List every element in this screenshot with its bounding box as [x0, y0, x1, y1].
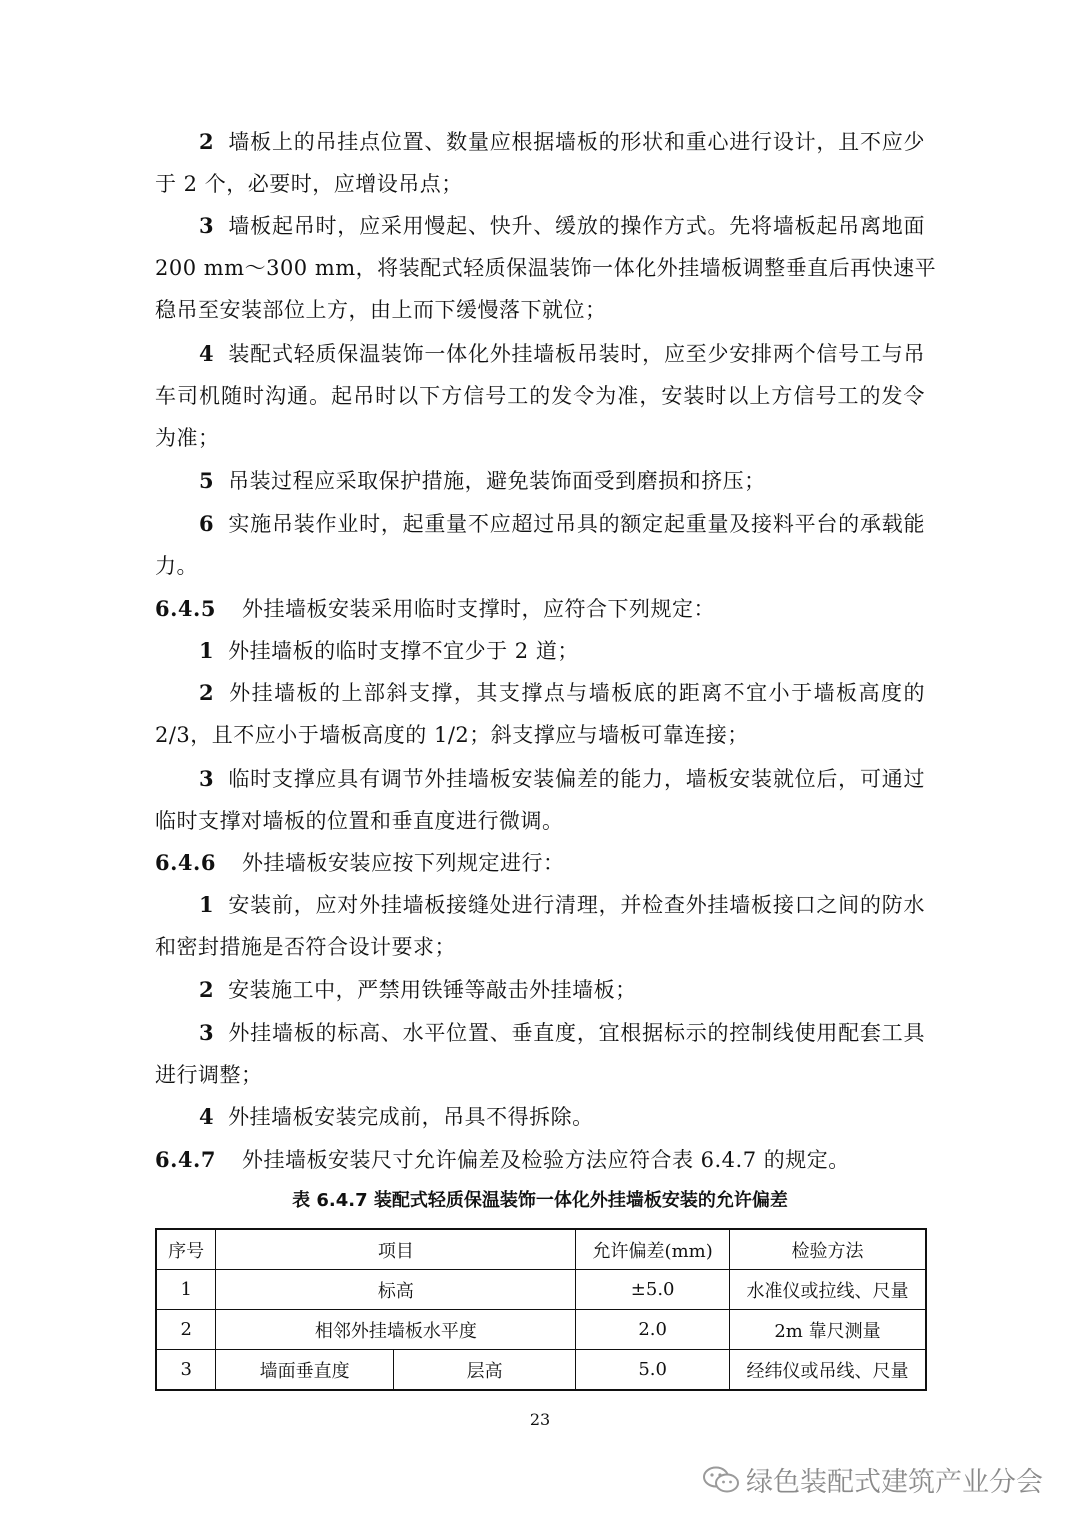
cell-subitem: 层高 [393, 1350, 575, 1391]
watermark [702, 1460, 1043, 1502]
item-text: 于 2 个，必要时，应增设吊点； [155, 172, 463, 196]
header-method: 检验方法 [729, 1229, 926, 1270]
header-tolerance: 允许偏差(mm) [576, 1229, 730, 1270]
table-row [156, 1350, 926, 1391]
cell-tolerance: 5.0 [576, 1350, 730, 1391]
item-line [155, 127, 925, 157]
cell-method: 2m 靠尺测量 [729, 1310, 926, 1350]
item-line [155, 1060, 925, 1090]
item-number: 2 [199, 680, 215, 705]
item-text: 外挂墙板的上部斜支撑，其支撑点与墙板底的距离不宜小于墙板高度的 [228, 681, 925, 705]
section-line [155, 594, 925, 624]
item-line [155, 339, 925, 369]
section-text: 外挂墙板安装应按下列规定进行： [241, 851, 565, 875]
table-caption: 表 6.4.7 装配式轻质保温装饰一体化外挂墙板安装的允许偏差 [292, 1190, 788, 1211]
tolerance-table [155, 1228, 927, 1391]
item-text: 为准； [155, 426, 220, 450]
item-number: 3 [199, 766, 215, 791]
item-line [155, 975, 925, 1005]
item-line [155, 1018, 925, 1048]
item-text: 墙板上的吊挂点位置、数量应根据墙板的形状和重心进行设计，且不应少 [228, 130, 925, 154]
section-line [155, 1145, 925, 1175]
item-text: 安装施工中，严禁用铁锤等敲击外挂墙板； [228, 978, 637, 1002]
item-number: 2 [199, 977, 215, 1002]
header-item: 项目 [216, 1229, 576, 1270]
item-line [155, 1102, 925, 1132]
item-line [155, 211, 925, 241]
table-row [156, 1310, 926, 1350]
item-number: 5 [199, 468, 215, 493]
section-text: 外挂墙板安装采用临时支撑时，应符合下列规定： [241, 597, 715, 621]
item-line [155, 381, 925, 411]
item-line [155, 466, 925, 496]
item-line [155, 509, 925, 539]
item-text: 2/3，且不应小于墙板高度的 1/2；斜支撑应与墙板可靠连接； [155, 723, 749, 747]
section-number: 6.4.6 [155, 850, 216, 875]
item-text: 外挂墙板的临时支撑不宜少于 2 道； [228, 639, 579, 663]
cell-method: 水准仪或拉线、尺量 [729, 1270, 926, 1310]
item-line [155, 678, 925, 708]
table-row [156, 1270, 926, 1310]
item-text: 临时支撑应具有调节外挂墙板安装偏差的能力，墙板安装就位后，可通过 [228, 767, 925, 791]
item-line [155, 423, 925, 453]
item-line [155, 551, 925, 581]
cell-item: 墙面垂直度 [216, 1350, 393, 1391]
cell-no: 2 [156, 1310, 216, 1350]
cell-method: 经纬仪或吊线、尺量 [729, 1350, 926, 1391]
section-text: 外挂墙板安装尺寸允许偏差及检验方法应符合表 6.4.7 的规定。 [241, 1148, 850, 1172]
cell-no: 1 [156, 1270, 216, 1310]
item-line [155, 806, 925, 836]
item-text: 进行调整； [155, 1063, 263, 1087]
item-text: 车司机随时沟通。起吊时以下方信号工的发令为准，安装时以上方信号工的发令 [155, 384, 925, 408]
item-text: 外挂墙板的标高、水平位置、垂直度，宜根据标示的控制线使用配套工具 [228, 1021, 925, 1045]
cell-item: 相邻外挂墙板水平度 [216, 1310, 576, 1350]
item-number: 6 [199, 511, 215, 536]
section-number: 6.4.7 [155, 1147, 216, 1172]
table-header-row [156, 1229, 926, 1270]
cell-tolerance: 2.0 [576, 1310, 730, 1350]
item-number: 3 [199, 213, 215, 238]
item-number: 2 [199, 129, 215, 154]
item-line [155, 890, 925, 920]
item-line [155, 720, 925, 750]
item-line [155, 932, 925, 962]
item-line [155, 253, 937, 283]
item-text: 200 mm～300 mm，将装配式轻质保温装饰一体化外挂墙板调整垂直后再快速平 [155, 256, 937, 280]
item-text: 力。 [155, 554, 198, 578]
item-number: 1 [199, 638, 215, 663]
item-line [155, 295, 925, 325]
item-number: 3 [199, 1020, 215, 1045]
watermark-text: 绿色装配式建筑产业分会 [746, 1467, 1043, 1498]
item-number: 1 [199, 892, 215, 917]
cell-tolerance: ±5.0 [576, 1270, 730, 1310]
item-number: 4 [199, 1104, 215, 1129]
item-text: 装配式轻质保温装饰一体化外挂墙板吊装时，应至少安排两个信号工与吊 [228, 342, 925, 366]
item-number: 4 [199, 341, 215, 366]
header-no: 序号 [156, 1229, 216, 1270]
item-text: 吊装过程应采取保护措施，避免装饰面受到磨损和挤压； [228, 469, 766, 493]
cell-no: 3 [156, 1350, 216, 1391]
item-text: 实施吊装作业时，起重量不应超过吊具的额定起重量及接料平台的承载能 [228, 512, 925, 536]
item-text: 和密封措施是否符合设计要求； [155, 935, 456, 959]
item-text: 外挂墙板安装完成前，吊具不得拆除。 [228, 1105, 594, 1129]
page-number: 23 [529, 1410, 551, 1429]
section-line [155, 848, 925, 878]
section-number: 6.4.5 [155, 596, 216, 621]
item-line [155, 764, 925, 794]
item-line [155, 169, 925, 199]
item-text: 安装前，应对外挂墙板接缝处进行清理，并检查外挂墙板接口之间的防水 [228, 893, 925, 917]
item-text: 墙板起吊时，应采用慢起、快升、缓放的操作方式。先将墙板起吊离地面 [228, 214, 925, 238]
cell-item: 标高 [216, 1270, 576, 1310]
item-text: 临时支撑对墙板的位置和垂直度进行微调。 [155, 809, 564, 833]
item-line [155, 636, 925, 666]
wechat-icon [702, 1465, 740, 1502]
item-text: 稳吊至安装部位上方，由上而下缓慢落下就位； [155, 298, 607, 322]
